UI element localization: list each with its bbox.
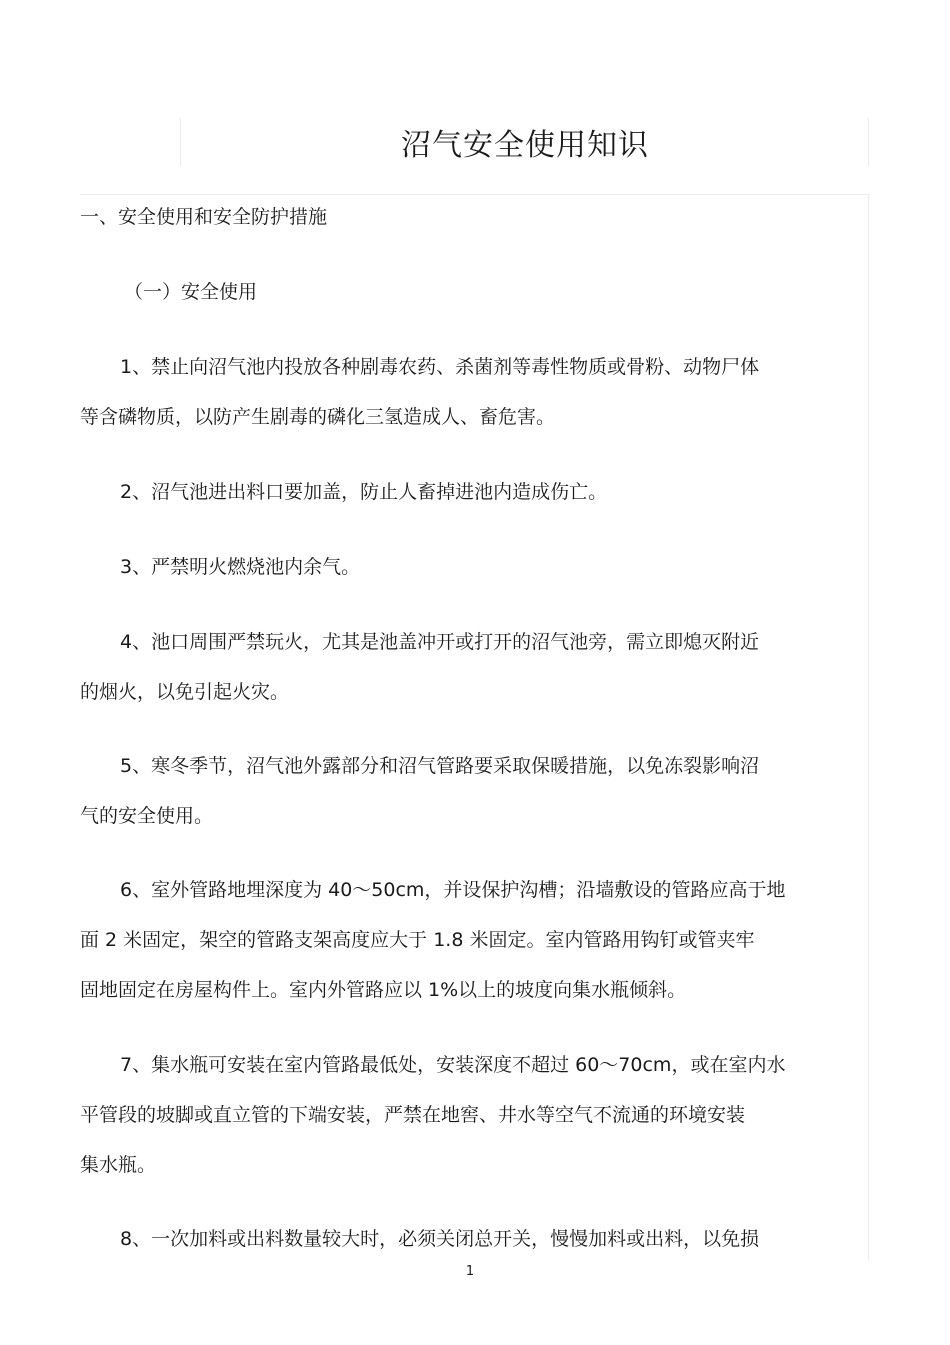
paragraph-line: 7、集水瓶可安装在室内管路最低处，安装深度不超过 60～70cm，或在室内水 xyxy=(120,1054,786,1076)
paragraph-item-6 xyxy=(80,865,870,1015)
paragraph-line: 2、沼气池进出料口要加盖，防止人畜掉进池内造成伤亡。 xyxy=(120,481,608,503)
paragraph-line: 等含磷物质，以防产生剧毒的磷化三氢造成人、畜危害。 xyxy=(80,406,556,428)
paragraph-line: 3、严禁明火燃烧池内余气。 xyxy=(120,556,361,578)
paragraph-item-1 xyxy=(80,342,870,442)
paragraph-line: 固地固定在房屋构件上。室内外管路应以 1%以上的坡度向集水瓶倾斜。 xyxy=(80,979,687,1001)
paragraph-item-7 xyxy=(80,1040,870,1190)
paragraph-item-8 xyxy=(80,1214,870,1264)
paragraph-line: 4、池口周围严禁玩火，尤其是池盖冲开或打开的沼气池旁，需立即熄灭附近 xyxy=(120,631,760,653)
subsection-heading-block xyxy=(80,267,870,317)
section-heading-block xyxy=(80,192,870,242)
paragraph-item-5 xyxy=(80,741,870,841)
paragraph-line: 8、一次加料或出料数量较大时，必须关闭总开关，慢慢加料或出料，以免损 xyxy=(120,1228,760,1250)
section-heading: 一、安全使用和安全防护措施 xyxy=(80,206,328,228)
paragraph-item-2 xyxy=(80,467,870,517)
paragraph-line: 1、禁止向沼气池内投放各种剧毒农药、杀菌剂等毒性物质或骨粉、动物尸体 xyxy=(120,356,760,378)
subsection-heading: （一）安全使用 xyxy=(124,281,258,303)
paragraph-item-4 xyxy=(80,617,870,717)
paragraph-line: 的烟火，以免引起火灾。 xyxy=(80,681,290,703)
paragraph-line: 集水瓶。 xyxy=(80,1154,157,1176)
paragraph-line: 平管段的坡脚或直立管的下端安装，严禁在地窖、井水等空气不流通的环境安装 xyxy=(80,1104,746,1126)
paragraph-item-3 xyxy=(80,542,870,592)
paragraph-line: 面 2 米固定，架空的管路支架高度应大于 1.8 米固定。室内管路用钩钉或管夹牢 xyxy=(80,929,755,951)
paragraph-line: 气的安全使用。 xyxy=(80,805,214,827)
paragraph-line: 5、寒冬季节，沼气池外露部分和沼气管路要采取保暖措施，以免冻裂影响沼 xyxy=(120,755,760,777)
document-title: 沼气安全使用知识 xyxy=(401,128,649,163)
page-number: 1 xyxy=(465,1264,475,1279)
paragraph-line: 6、室外管路地埋深度为 40～50cm，并设保护沟槽；沿墙敷设的管路应高于地 xyxy=(120,879,786,901)
